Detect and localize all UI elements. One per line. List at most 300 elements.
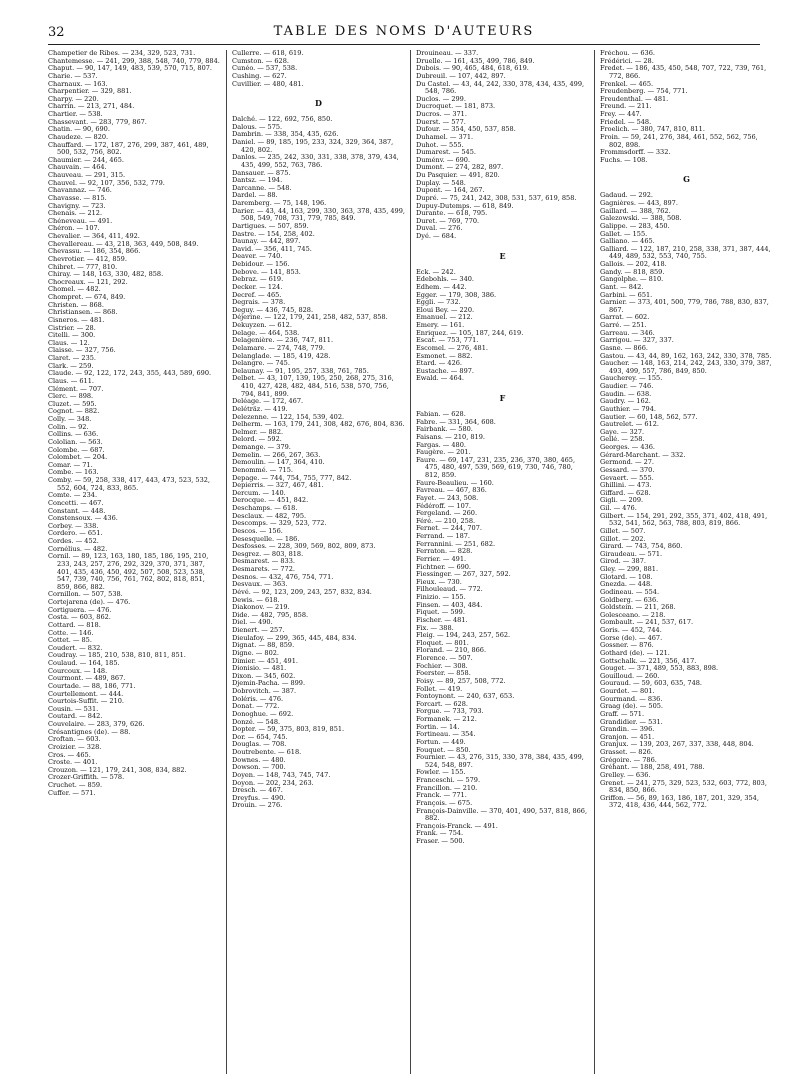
index-entry: Drouineau. — 337. xyxy=(416,50,479,57)
column-divider xyxy=(410,50,411,1074)
index-entry: Croizier. — 328. xyxy=(48,742,102,751)
index-entry: Chantemesse. — 241, 299, 388, 548, 740, 779, 884. xyxy=(48,56,220,65)
index-entry: Esmonet. — 882. xyxy=(416,351,473,360)
index-entry: Delbet. — 43, 107, 139, 195, 250, 268, 275, 316, 410, 427, 428, 482, 484, 516, 538, 570, 756, 794, 841, 899. xyxy=(232,374,394,398)
index-entry: Goldberg. — 636. xyxy=(600,595,659,604)
index-entry: Germond. — 27. xyxy=(600,458,654,467)
index-entry: Desmarest. — 833. xyxy=(232,557,295,566)
index-entry: Frank. — 754. xyxy=(416,829,464,838)
index-entry: Granjux. — 139, 203, 267, 337, 338, 448, 804. xyxy=(600,740,754,749)
index-entry: Delmer. — 882. xyxy=(232,427,284,436)
index-entry: Claus. — 12. xyxy=(48,338,90,347)
index-entry: Fabre. — 331, 364, 608. xyxy=(416,417,496,426)
index-entry: Courmont. — 489, 867. xyxy=(48,674,126,683)
index-entry: Gnezda. — 448. xyxy=(600,580,653,589)
index-entry: Chauffard. — 172, 187, 276, 299, 387, 461, 489, 500, 532, 756, 802. xyxy=(48,140,209,157)
index-entry: Gadaud. — 292. xyxy=(600,191,654,200)
index-entry: Dupont. — 164, 267. xyxy=(416,186,485,195)
index-entry: Ducroquet. — 181, 873. xyxy=(416,102,496,111)
index-entry: Chavasse. — 815. xyxy=(48,193,107,202)
index-entry: Clerc. — 898. xyxy=(48,392,94,401)
index-entry: Dekuyzen. — 612. xyxy=(232,321,292,329)
index-entry: Eustache. — 897. xyxy=(416,366,475,375)
index-entry: Eloui Bey. — 220. xyxy=(416,305,475,314)
index-entry: Féré. — 210, 258. xyxy=(416,516,476,525)
index-entry: Edhem. — 442. xyxy=(416,282,467,291)
index-entry: Descomps. — 329, 523, 772. xyxy=(232,519,327,528)
index-entry: Ewald. — 464. xyxy=(416,374,464,383)
index-entry: Fouquet. — 850. xyxy=(416,745,471,754)
index-entry: Grandin. — 396. xyxy=(600,725,655,734)
index-entry: Crouzon. — 121, 179, 241, 308, 834, 882. xyxy=(48,765,187,774)
index-entry: Formanek. — 212. xyxy=(416,715,477,723)
index-entry: Fortineau. — 354. xyxy=(416,730,476,739)
index-entry: Fichtner. — 690. xyxy=(416,562,472,571)
index-entry: Friedel. — 548. xyxy=(600,117,652,126)
index-entry: Delherm. — 163, 179, 241, 308, 482, 676, 804, 836. xyxy=(232,420,405,429)
index-entry: Cortejarena (de). — 476. xyxy=(48,598,131,606)
index-entry: Gasne. — 866. xyxy=(600,343,648,352)
index-entry: Du Castel. — 43, 44, 242, 330, 378, 434, 435, 499, 548, 786. xyxy=(416,79,585,96)
index-entry: Gagnières. — 443, 897. xyxy=(600,199,678,207)
index-entry: Duclos. — 299. xyxy=(416,94,466,103)
index-entry: Colly. — 348. xyxy=(48,415,92,423)
index-entry: Gourdet. — 801. xyxy=(600,687,655,695)
index-entry: Graag (de). — 505. xyxy=(600,702,663,711)
index-entry: Cuvillier. — 480, 481. xyxy=(232,79,304,88)
index-entry: Gallet. — 155. xyxy=(600,229,648,238)
index-entry: Fayet. — 243, 508. xyxy=(416,493,479,502)
index-entry: Etard. — 426. xyxy=(416,359,463,368)
index-entry: Emanuel. — 212. xyxy=(416,313,473,322)
index-entry: Delamare. — 274, 748, 779. xyxy=(232,343,325,352)
index-entry: Giffard. — 628. xyxy=(600,488,651,497)
index-entry: Fiessinger. — 267, 327, 592. xyxy=(416,570,511,579)
index-entry: Freudenthal. — 481. xyxy=(600,94,669,103)
index-entry: Chauveau. — 291, 315. xyxy=(48,171,126,179)
index-entry: Comte. — 234. xyxy=(48,491,98,500)
index-entry: Deléträz. — 419. xyxy=(232,404,288,413)
index-entry: Dobrovitch. — 387. xyxy=(232,687,297,695)
index-entry: Frédérici. — 28. xyxy=(600,56,654,65)
index-entry: Darier. — 43, 44, 163, 299, 330, 363, 378, 435, 499, 508, 549, 708, 731, 779, 785, 849. xyxy=(232,206,405,223)
index-entry: Demoulin. — 147, 364, 410. xyxy=(232,458,325,467)
index-entry: Gouilloud. — 260. xyxy=(600,671,660,680)
index-entry: Frey. — 447. xyxy=(600,110,642,118)
index-entry: Descos. — 156. xyxy=(232,526,283,535)
index-entry: Desesquelle. — 186. xyxy=(232,534,300,543)
index-entry: Gilbert. — 154, 291, 292, 355, 371, 402, 418, 491, 532, 541, 562, 563, 788, 803, 819, 866. xyxy=(600,511,768,528)
index-entry: Garré. — 251. xyxy=(600,321,647,329)
index-entry: Claude. — 92, 122, 172, 243, 355, 443, 589, 690. xyxy=(48,369,212,378)
index-entry: Gangolphe. — 810. xyxy=(600,275,664,284)
index-entry: Daniel. — 89, 185, 195, 233, 324, 329, 364, 387, 420, 802. xyxy=(232,138,394,154)
index-entry: Gottschalk. — 221, 356, 417. xyxy=(600,656,697,665)
index-entry: Gellé. — 258. xyxy=(600,435,645,444)
index-entry: Collins. — 636. xyxy=(48,430,99,439)
index-entry: Denommé. — 715. xyxy=(232,465,293,474)
index-entry: Gillot. — 202. xyxy=(600,534,646,543)
index-entry: Dignat. — 88, 859. xyxy=(232,641,295,650)
index-entry: Debove. — 141, 853. xyxy=(232,267,301,276)
index-entry: Druelle. — 161, 435, 499, 786, 849. xyxy=(416,56,535,65)
index-entry: Gouget. — 371, 489, 553, 883, 898. xyxy=(600,664,719,673)
index-entry: Fowler. — 155. xyxy=(416,768,466,777)
index-entry: Courtois-Suffit. — 210. xyxy=(48,697,124,706)
section-letter: D xyxy=(315,98,322,109)
index-entry: Dalous. — 575. xyxy=(232,122,283,131)
index-entry: Gillet. — 507. xyxy=(600,526,646,535)
index-entry: Cognot. — 882. xyxy=(48,407,100,416)
index-entry: Dupuy-Dutemps. — 618, 849. xyxy=(416,201,514,210)
index-entry: Doyon. — 202, 234, 263. xyxy=(232,778,314,787)
index-entry: Crozer-Griffith. — 578. xyxy=(48,773,125,782)
index-entry: Duval. — 276. xyxy=(416,224,463,233)
index-entry: Duménv. — 690. xyxy=(416,155,471,164)
index-entry: Granjon. — 451. xyxy=(600,732,655,741)
index-entry: Coudray. — 185, 210, 538, 810, 811, 851. xyxy=(48,651,186,660)
index-entry: Cisneros. — 481. xyxy=(48,315,105,324)
index-entry: Colombe. — 687. xyxy=(48,445,105,454)
column-divider xyxy=(226,50,227,1074)
index-entry: Fargas. — 480. xyxy=(416,440,466,449)
index-entry: Garrigou. — 327, 337. xyxy=(600,336,674,345)
index-entry: Diel. — 490. xyxy=(232,618,273,627)
index-entry: Gley. — 299, 881. xyxy=(600,565,659,573)
index-entry: Chocreaux. — 121, 292. xyxy=(48,277,128,286)
index-entry: Dowson. — 700. xyxy=(232,763,286,772)
index-entry: Diakonov. — 219. xyxy=(232,603,290,612)
index-entry: Gautrelet. — 612. xyxy=(600,420,659,429)
index-entry: Duhamel. — 371. xyxy=(416,132,474,141)
index-entry: Clark. — 259. xyxy=(48,361,94,370)
index-entry: Fontoynont. — 240, 637, 653. xyxy=(416,692,515,701)
index-entry: Goris. — 452, 744. xyxy=(600,626,662,634)
index-entry: Grelley. — 636. xyxy=(600,770,651,779)
index-entry: Cruchet. — 859. xyxy=(48,781,103,789)
index-entry: Galliano. — 465. xyxy=(600,237,655,246)
index-entry: Francillon. — 210. xyxy=(416,783,478,792)
page-number: 32 xyxy=(48,25,65,40)
index-entry: Dyé. — 684. xyxy=(416,232,457,240)
index-entry: Gorse (de). — 467. xyxy=(600,633,663,642)
index-entry: Dixon. — 345, 602. xyxy=(232,671,296,680)
index-entry: Charpentier. — 329, 881. xyxy=(48,87,132,96)
index-entry: Godineau. — 554. xyxy=(600,587,660,596)
index-entry: Gothard (de). — 121. xyxy=(600,648,670,657)
index-entry: Fournier. — 43, 276, 315, 330, 378, 384, 435, 499, 524, 548, 897. xyxy=(416,753,584,769)
index-entry: Concetti. — 467. xyxy=(48,498,104,507)
index-entry: Ferraton. — 828. xyxy=(416,547,473,556)
index-entry: Goldstein. — 211, 268. xyxy=(600,603,676,612)
index-entry: Chassevant. — 283, 779, 867. xyxy=(48,117,147,126)
index-entry: Fortin. — 14. xyxy=(416,722,460,731)
index-entry: Dubreuil. — 107, 442, 897. xyxy=(416,71,506,80)
index-entry: Gérard-Marchant. — 332. xyxy=(600,450,686,459)
index-entry: Delangre. — 745. xyxy=(232,359,290,368)
index-entry: Deschamps. — 618. xyxy=(232,504,298,512)
column-divider xyxy=(594,50,595,1074)
index-entry: Chomel. — 482. xyxy=(48,285,101,294)
index-entry: Debidour. — 156. xyxy=(232,260,290,268)
index-entry: Djemin-Pacha. — 899. xyxy=(232,679,306,688)
index-entry: Fieux. — 730. xyxy=(416,577,462,586)
index-entry: Escomel. — 276, 481. xyxy=(416,343,488,352)
index-entry: Chenais. — 212. xyxy=(48,209,103,218)
index-entry: Floquet. — 801. xyxy=(416,638,469,647)
index-entry: François-Franck. — 491. xyxy=(416,821,498,830)
index-entry: Claus. — 611. xyxy=(48,376,94,385)
index-entry: Gauthier. — 794. xyxy=(600,404,656,413)
index-entry: Debraz. — 619. xyxy=(232,275,284,284)
index-entry: Deguy. — 436, 745, 828. xyxy=(232,305,314,314)
index-entry: Gant. — 842. xyxy=(600,282,644,291)
index-entry: Cottard. — 818. xyxy=(48,620,101,629)
index-entry: Georges. — 436. xyxy=(600,443,655,451)
index-entry: Decref. — 465. xyxy=(232,290,282,299)
index-entry: Ghillini. — 473. xyxy=(600,481,652,490)
index-entry: Garnier. — 373, 401, 500, 779, 786, 788, 830, 837, 867. xyxy=(600,298,769,314)
index-entry: Charnaux. — 163. xyxy=(48,79,108,88)
page-title: TABLE DES NOMS D'AUTEURS xyxy=(273,24,535,39)
index-entry: Galippe. — 283, 450. xyxy=(600,221,670,230)
index-entry: Chavannaz. — 746. xyxy=(48,186,112,195)
index-entry: Croftan. — 603. xyxy=(48,735,101,744)
index-entry: Dumarest. — 545. xyxy=(416,148,476,157)
index-entry: Girod. — 387. xyxy=(600,557,646,566)
section-letter: F xyxy=(499,393,506,403)
index-entry: Gaye. — 327. xyxy=(600,427,645,436)
index-entry: Escat. — 753, 771. xyxy=(416,336,479,345)
index-entry: Doyen. — 148, 743, 745, 747. xyxy=(232,770,331,779)
index-entry: Dartigues. — 507, 859. xyxy=(232,221,309,230)
index-entry: Ferrier. — 491. xyxy=(416,554,467,563)
index-entry: Fréchou. — 636. xyxy=(600,50,655,57)
index-entry: Chiray. — 148, 163, 330, 482, 858. xyxy=(48,270,164,279)
index-entry: Gevaert. — 555. xyxy=(600,473,654,482)
index-entry: Girard. — 743, 754, 860. xyxy=(600,542,683,551)
index-entry: Frommsdorff. — 332. xyxy=(600,148,671,157)
index-entry: Chauvel. — 92, 107, 356, 532, 779. xyxy=(48,178,165,187)
index-entry: Douglas. — 708. xyxy=(232,740,287,749)
index-entry: Derocque. — 451, 842. xyxy=(232,496,309,505)
index-entry: Chompret. — 674, 849. xyxy=(48,293,126,301)
index-entry: Fraser. — 500. xyxy=(416,837,465,845)
index-entry: Colombet. — 204. xyxy=(48,453,108,462)
index-entry: Chevrotier. — 412, 859. xyxy=(48,254,127,263)
index-entry: Chaumier. — 244, 465. xyxy=(48,155,124,164)
index-entry: Daunay. — 442, 897. xyxy=(232,237,301,246)
index-entry: Delanglade. — 185, 419, 428. xyxy=(232,351,331,360)
index-entry: Florence. — 507. xyxy=(416,654,473,662)
index-entry: Desnos. — 432, 476, 754, 771. xyxy=(232,572,334,581)
index-entry: Deléage. — 172, 467. xyxy=(232,397,304,406)
header-rule xyxy=(48,44,760,45)
index-entry: Donat. — 772. xyxy=(232,702,280,711)
index-entry: François-Dainville. — 370, 401, 490, 537, 818, 866, 882. xyxy=(416,806,588,823)
index-entry: Gaucherey. — 155. xyxy=(600,374,663,383)
index-entry: Delaunay. — 91, 195, 257, 338, 761, 785. xyxy=(232,366,369,375)
index-entry: Faure-Beaulieu. — 160. xyxy=(416,478,494,487)
index-entry: Cushing. — 627. xyxy=(232,71,287,80)
index-entry: Charpy. — 220. xyxy=(48,94,99,103)
index-entry: Chartier. — 538. xyxy=(48,110,103,118)
index-entry: Digne. — 802. xyxy=(232,648,279,657)
index-entry: Gaudier. — 746. xyxy=(600,382,654,390)
index-entry: Fortun. — 449. xyxy=(416,737,466,746)
index-entry: Claisse. — 327, 756. xyxy=(48,346,116,355)
index-entry: Cunéo. — 537, 538. xyxy=(232,64,298,73)
index-entry: Fix. — 388. xyxy=(416,623,454,632)
index-entry: Depierris. — 327, 467, 481. xyxy=(232,481,324,490)
index-entry: Chevassu. — 186, 354, 866. xyxy=(48,247,141,256)
index-entry: Couvelaire. — 283, 379, 626. xyxy=(48,720,145,728)
index-entry: Downes. — 480. xyxy=(232,755,286,764)
index-entry: Corbey. — 338. xyxy=(48,521,99,530)
index-entry: Dienert. — 257. xyxy=(232,626,285,634)
index-entry: Chevalier. — 364, 411, 492. xyxy=(48,232,140,240)
index-entry: Dionisio. — 481. xyxy=(232,664,287,673)
index-entry: Darcanne. — 548. xyxy=(232,183,292,192)
index-entry: Dopter. — 59, 375, 803, 819, 851. xyxy=(232,725,345,734)
index-entry: Gaillard. — 388, 762. xyxy=(600,206,671,215)
index-entry: Gaudin. — 638. xyxy=(600,389,652,398)
index-entry: Garrat. — 602. xyxy=(600,313,650,322)
index-entry: Gautier. — 60, 148, 562, 577. xyxy=(600,412,698,421)
index-column-3 xyxy=(416,50,589,1074)
index-entry: Chaudeze. — 820. xyxy=(48,132,109,141)
index-entry: Favreau. — 467, 836. xyxy=(416,486,487,495)
index-entry: Cullerre. — 618, 619. xyxy=(232,50,304,57)
index-entry: Fergeland. — 260. xyxy=(416,509,478,518)
index-entry: Doutrebente. — 618. xyxy=(232,748,302,756)
index-entry: Donzé. — 548. xyxy=(232,717,281,726)
index-entry: Franck. — 771. xyxy=(416,791,467,800)
index-entry: Dufour. — 354, 450, 537, 858. xyxy=(416,125,516,134)
index-entry: David. — 356, 411, 745. xyxy=(232,244,312,253)
index-entry: Glotard. — 108. xyxy=(600,572,653,581)
index-entry: Grasset. — 826. xyxy=(600,748,653,756)
index-entry: Gessard. — 370. xyxy=(600,465,655,474)
index-entry: Freudenberg. — 754, 771. xyxy=(600,87,688,96)
index-entry: Dalché. — 122, 692, 756, 850. xyxy=(232,115,333,124)
index-entry: Edebohls. — 340. xyxy=(416,275,475,284)
index-entry: Dansauer. — 875. xyxy=(232,168,291,177)
index-column-1 xyxy=(48,50,221,1074)
index-entry: Duret. — 769, 770. xyxy=(416,216,480,225)
index-entry: Fredet. — 186, 435, 450, 548, 707, 722, 739, 761, 772, 866. xyxy=(600,64,767,80)
index-entry: Forcart. — 628. xyxy=(416,699,468,708)
index-entry: Gossner. — 876. xyxy=(600,641,654,650)
index-entry: Gastou. — 43, 44, 89, 162, 163, 242, 330, 378, 785. xyxy=(600,351,772,360)
index-entry: Desgrez. — 803, 818. xyxy=(232,549,304,558)
index-entry: Danlos. — 235, 242, 330, 331, 338, 378, 379, 434, 435, 499, 552, 763, 786. xyxy=(232,153,399,169)
index-entry: Galezowski. — 388, 508. xyxy=(600,214,682,223)
index-entry: Duplay. — 548. xyxy=(416,178,466,187)
index-entry: Chavigny. — 723. xyxy=(48,201,106,210)
index-entry: Frenkel. — 465. xyxy=(600,79,654,88)
index-entry: Donoghue. — 692. xyxy=(232,709,294,718)
index-columns xyxy=(48,50,772,1074)
index-entry: Durante. — 618, 795. xyxy=(416,209,488,218)
index-entry: Cluzet. — 595. xyxy=(48,399,97,408)
index-entry: Christen. — 868. xyxy=(48,300,104,309)
index-entry: Christiansen. — 868. xyxy=(48,308,118,317)
index-entry: Constant. — 448. xyxy=(48,506,106,515)
index-entry: Ducros. — 371. xyxy=(416,110,467,118)
index-entry: Gourmand. — 836. xyxy=(600,694,663,703)
index-entry: Comby. — 59, 258, 338, 417, 443, 473, 523, 532, 552, 604, 724, 833, 865. xyxy=(48,476,210,492)
index-entry: Duhot. — 555. xyxy=(416,140,464,149)
index-entry: Froelich. — 380, 747, 810, 811. xyxy=(600,125,705,134)
index-entry: Cuffer. — 571. xyxy=(48,788,96,797)
index-entry: Finsen. — 403, 484. xyxy=(416,600,483,609)
index-entry: Dévé. — 92, 123, 209, 243, 257, 832, 834. xyxy=(232,587,372,596)
index-entry: Courcoux. — 148. xyxy=(48,666,108,675)
index-entry: Faure. — 69, 147, 231, 235, 236, 370, 380, 465, 475, 480, 497, 539, 569, 619, 730, 746, 780, 812, 859. xyxy=(416,455,576,479)
index-entry: Cololian. — 563. xyxy=(48,437,103,446)
index-entry: Coulaud. — 164, 185. xyxy=(48,659,120,667)
index-entry: Dercum. — 140. xyxy=(232,488,286,497)
index-entry: Faugère. — 201. xyxy=(416,448,471,457)
index-entry: Croste. — 401. xyxy=(48,758,98,767)
index-entry: Franceschi. — 579. xyxy=(416,776,481,784)
index-entry: Gaucher. — 148, 163, 214, 242, 243, 330, 379, 387, 493, 499, 557, 786, 849, 850. xyxy=(600,359,772,375)
index-entry: Galliard. — 122, 187, 210, 258, 338, 371, 387, 444, 449, 489, 532, 553, 740, 755. xyxy=(600,244,771,261)
index-entry: Coudert. — 832. xyxy=(48,643,103,652)
index-entry: Dumont. — 274, 282, 897. xyxy=(416,163,504,172)
index-entry: Emery. — 161. xyxy=(416,321,465,329)
index-entry: Dantsz. — 194. xyxy=(232,176,283,185)
index-entry: Déjerine. — 122, 179, 241, 258, 482, 537, 858. xyxy=(232,313,388,322)
section-letter: G xyxy=(683,174,690,185)
index-entry: Delage. — 464, 538. xyxy=(232,328,300,337)
index-entry: Decker. — 124. xyxy=(232,282,283,291)
index-entry: Daremberg. — 75, 148, 196. xyxy=(232,199,327,207)
index-entry: Ferrand. — 187. xyxy=(416,532,470,540)
index-entry: Chéron. — 107. xyxy=(48,224,100,233)
index-entry: Demange. — 379. xyxy=(232,443,291,451)
index-entry: Desvaux. — 363. xyxy=(232,580,288,589)
index-entry: Clément. — 707. xyxy=(48,384,104,393)
index-entry: Costa. — 603, 862. xyxy=(48,613,111,622)
index-entry: Chatin. — 90, 690. xyxy=(48,125,110,134)
index-entry: Gigli. — 209. xyxy=(600,496,644,505)
index-entry: Dreyfus. — 490. xyxy=(232,793,286,802)
index-entry: Fochier. — 308. xyxy=(416,661,468,670)
index-entry: Cornil. — 89, 123, 163, 180, 185, 186, 195, 210, 233, 243, 257, 276, 292, 329, 370, 371, 387, 401, 435, 436, 450, 492, 507, 508, 523, 538, 547, 739, 740, 756, 761, 762, 802, 818, 851, 859, 866, 882. xyxy=(48,552,209,591)
index-entry: Desmarets. — 772. xyxy=(232,565,295,573)
index-entry: Finizio. — 155. xyxy=(416,593,466,601)
section-letter: E xyxy=(499,250,506,261)
index-entry: Gaudry. — 162. xyxy=(600,397,651,406)
index-entry: Chauvain. — 464. xyxy=(48,163,107,172)
index-entry: Fairbank. — 580. xyxy=(416,425,473,434)
index-entry: Cordes. — 452. xyxy=(48,537,99,545)
index-entry: Fuchs. — 108. xyxy=(600,155,648,164)
index-entry: Dide. — 482, 795, 858. xyxy=(232,610,309,619)
index-entry: Cros. — 465. xyxy=(48,750,91,759)
index-entry: Degrais. — 378. xyxy=(232,298,286,307)
index-entry: Dresch. — 467. xyxy=(232,786,283,795)
index-entry: Gandy. — 818, 859. xyxy=(600,267,665,276)
index-entry: Foisy. — 89, 257, 508, 772. xyxy=(416,676,506,685)
index-entry: Chéneveau. — 491. xyxy=(48,216,113,225)
index-entry: Chibret. — 777, 810. xyxy=(48,262,118,271)
index-entry: Colin. — 92. xyxy=(48,422,89,431)
index-entry: Cistrier. — 28. xyxy=(48,323,96,332)
index-entry: Fédéroff. — 107. xyxy=(416,501,471,510)
